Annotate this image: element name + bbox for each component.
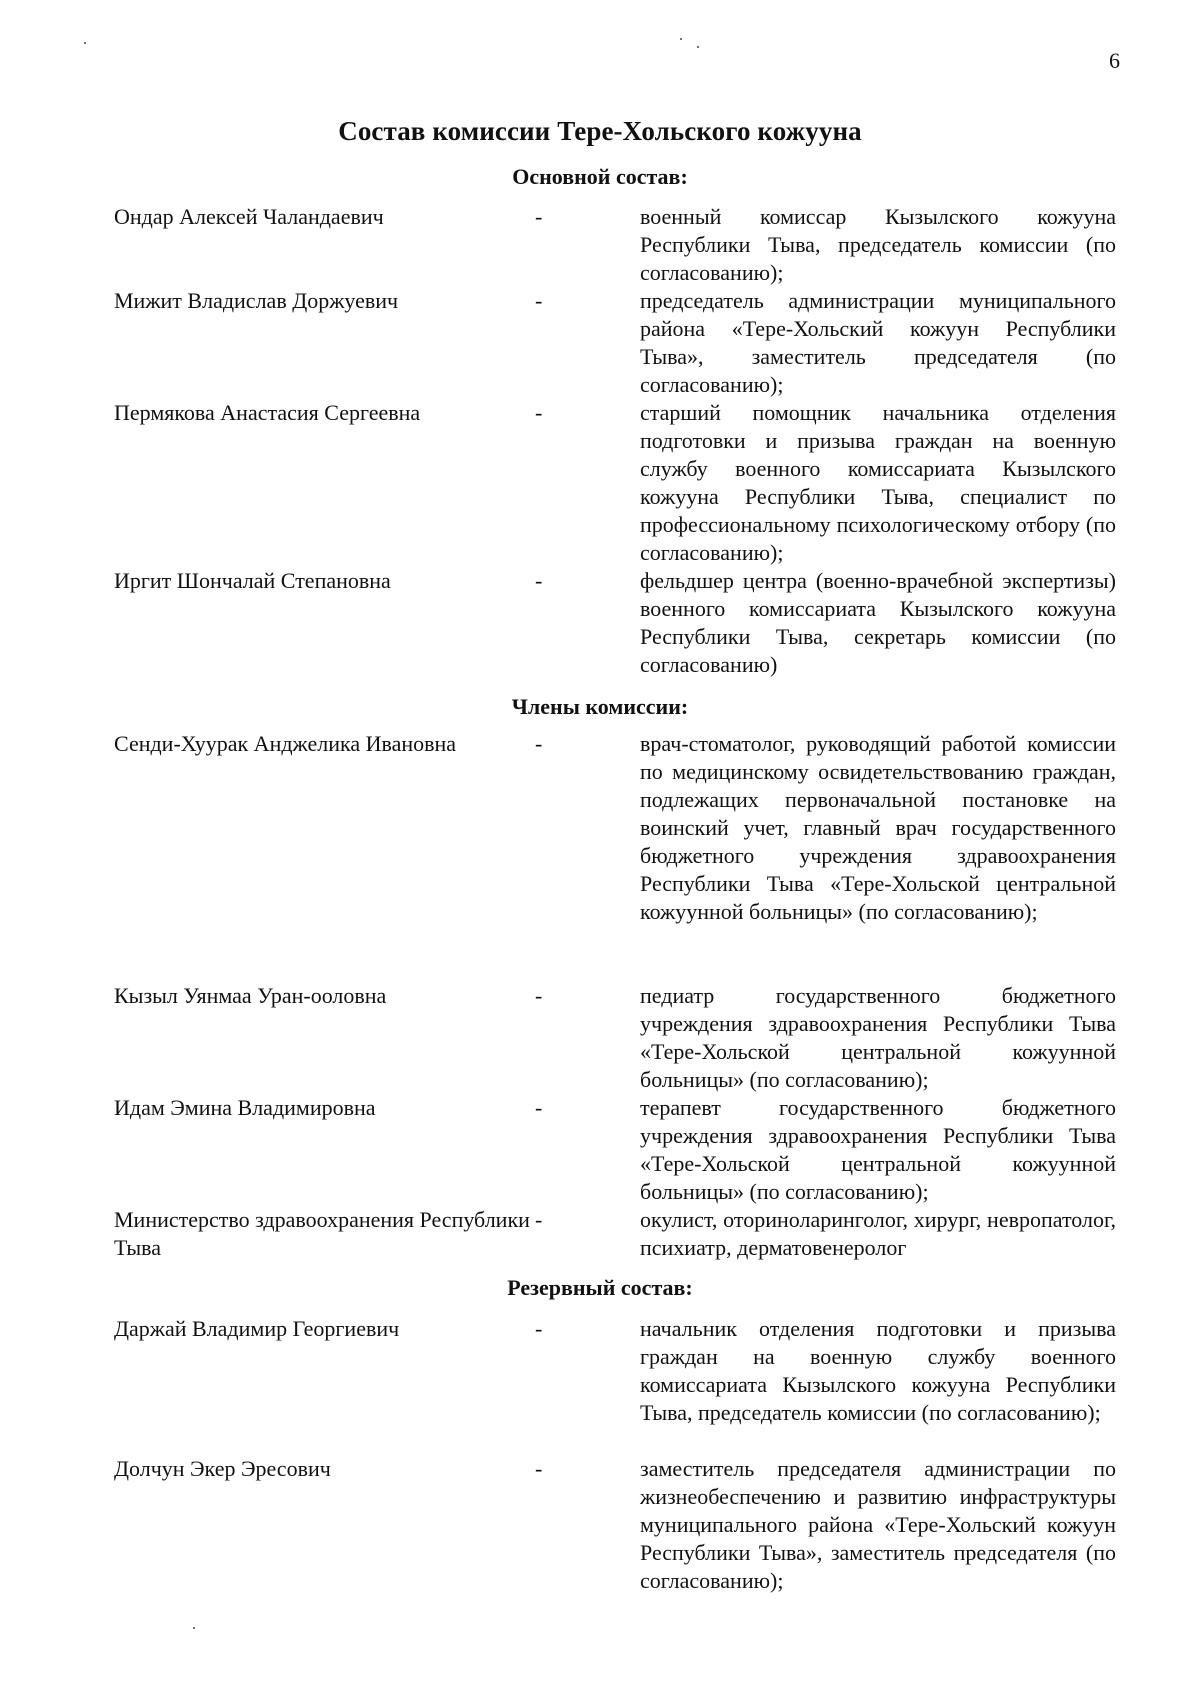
member-name: Кызыл Уянмаа Уран-ооловна — [114, 983, 387, 1008]
member-dash: - — [535, 731, 543, 756]
member-description: окулист, оториноларинголог, хирург, невропатолог, психиатр, дерматовенеролог — [640, 1207, 1116, 1260]
member-name: Иргит Шончалай Степановна — [114, 568, 391, 593]
member-description: старший помощник начальника отделения подготовки и призыва граждан на военную службу военного комиссариата Кызылского кожууна Республики Тыва, специалист по профессиональному психологическому отбору (по согласованию); — [640, 400, 1116, 565]
member-description: заместитель председателя администрации по жизнеобеспечению и развитию инфраструктуры муниципального района «Тере-Хольский кожуун Республики Тыва», заместитель председателя (по согласованию); — [640, 1456, 1116, 1593]
member-description: врач-стоматолог, руководящий работой комиссии по медицинскому освидетельствованию граждан, подлежащих первоначальной постановке на воинский учет, главный врач государственного бюджетного учреждения здравоохранения Республики Тыва «Тере-Хольской центральной кожуунной больницы» (по согласованию); — [640, 731, 1116, 924]
member-dash: - — [535, 400, 543, 425]
section-heading-members: Члены комиссии: — [511, 694, 689, 719]
member-dash: - — [535, 288, 543, 313]
member-description: начальник отделения подготовки и призыва граждан на военную службу военного комиссариата Кызылского кожууна Республики Тыва, председатель комиссии (по согласованию); — [640, 1316, 1116, 1425]
page-number: 6 — [1109, 48, 1120, 73]
member-name: Ондар Алексей Чаландаевич — [114, 204, 384, 229]
scan-speck — [697, 46, 699, 48]
member-dash: - — [535, 1207, 543, 1232]
section-heading-main: Основной состав: — [512, 164, 688, 189]
member-name: Мижит Владислав Доржуевич — [114, 288, 399, 313]
member-description: фельдшер центра (военно-врачебной экспертизы) военного комиссариата Кызылского кожууна Республики Тыва, секретарь комиссии (по согласованию) — [640, 568, 1116, 677]
member-name: Долчун Экер Эресович — [114, 1456, 331, 1481]
section-heading-reserve: Резервный состав: — [507, 1275, 693, 1300]
scan-speck — [84, 42, 86, 44]
member-dash: - — [535, 1095, 543, 1120]
member-dash: - — [535, 1316, 543, 1341]
member-description: военный комиссар Кызылского кожууна Республики Тыва, председатель комиссии (по согласованию); — [640, 204, 1116, 285]
member-name: Пермякова Анастасия Сергеевна — [114, 400, 421, 425]
member-dash: - — [535, 204, 543, 229]
member-description: педиатр государственного бюджетного учреждения здравоохранения Республики Тыва «Тере-Хольской центральной кожуунной больницы» (по согласованию); — [640, 983, 1116, 1092]
member-name: Даржай Владимир Георгиевич — [114, 1316, 400, 1341]
member-name: Сенди-Хуурак Анджелика Ивановна — [114, 731, 457, 756]
member-dash: - — [535, 568, 543, 593]
member-name: Идам Эмина Владимировна — [114, 1095, 376, 1120]
scan-speck — [193, 1627, 195, 1629]
scan-speck — [680, 38, 682, 40]
document-title: Состав комиссии Тере-Хольского кожууна — [338, 116, 862, 146]
member-name: Министерство здравоохранения Республики Тыва — [114, 1207, 530, 1260]
member-description: председатель администрации муниципального района «Тере-Хольский кожуун Республики Тыва», заместитель председателя (по согласованию); — [640, 288, 1116, 397]
member-description: терапевт государственного бюджетного учреждения здравоохранения Республики Тыва «Тере-Хольской центральной кожуунной больницы» (по согласованию); — [640, 1095, 1116, 1204]
member-dash: - — [535, 983, 543, 1008]
member-dash: - — [535, 1456, 543, 1481]
